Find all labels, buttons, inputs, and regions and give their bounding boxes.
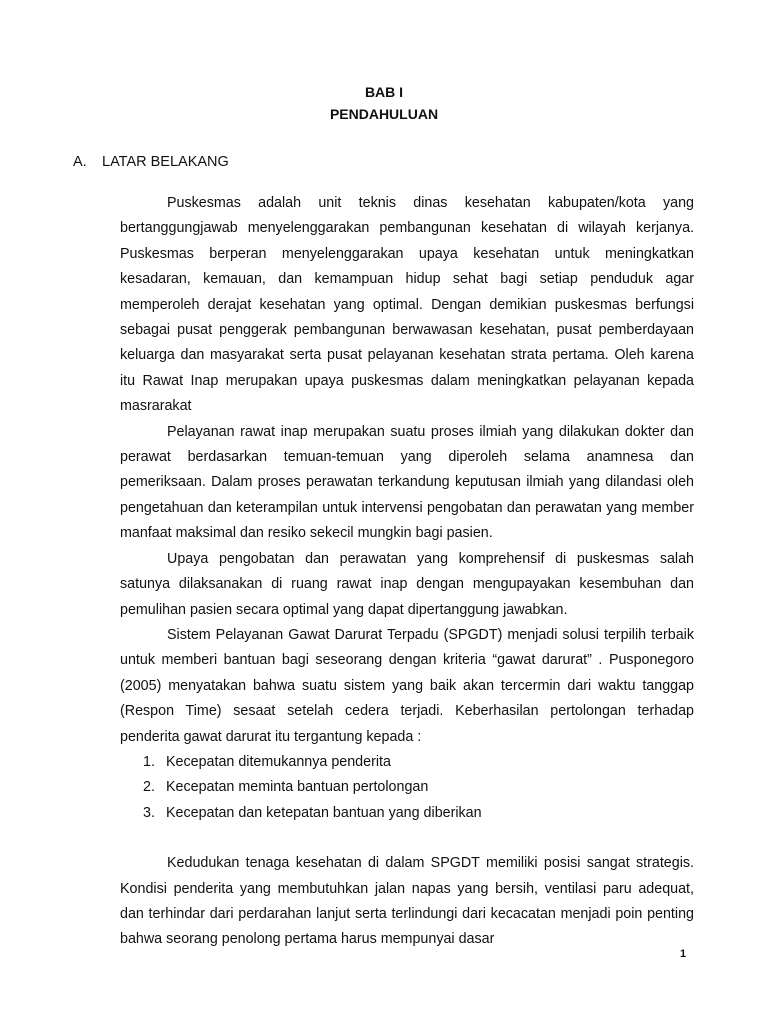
list-item (120, 801, 694, 826)
paragraph-4: Sistem Pelayanan Gawat Darurat Terpadu (SPGDT) menjadi solusi terpilih terbaik untuk memberi bantuan bagi seseorang dengan kriteria “gawat darurat” . Pusponegoro (2005) menyatakan bahwa suatu sistem yang baik akan tercermin dari waktu tanggap (Respon Time) sesaat setelah cedera terjadi. Keberhasilan pertolongan terhadap penderita gawat darurat itu tergantung kepada : (120, 626, 694, 745)
list-item-number: 3. (143, 804, 155, 821)
chapter-title: PENDAHULUAN (329, 106, 439, 122)
section-letter: A. (73, 154, 87, 170)
list-item-text: Kecepatan meminta bantuan pertolongan (166, 779, 429, 796)
paragraph-1: Puskesmas adalah unit teknis dinas kesehatan kabupaten/kota yang bertanggungjawab menyelenggarakan pembangunan kesehatan di wilayah kerjanya. Puskesmas berperan menyelenggarakan upaya kesehatan untuk meningkatkan kesadaran, kemauan, dan kemampuan hidup sehat bagi setiap penduduk agar memperoleh derajat kesehatan yang optimal. Dengan demikian puskesmas berfungsi sebagai pusat penggerak pembangunan berwawasan kesehatan, pusat pemberdayaan keluarga dan masyarakat serta pusat pelayanan kesehatan strata pertama. Oleh karena itu Rawat Inap merupakan upaya puskesmas dalam meningkatkan pelayanan kepada masrarakat (120, 195, 694, 415)
list-item-number: 2. (143, 779, 155, 796)
chapter-label: BAB I (364, 84, 404, 100)
page-number: 1 (680, 948, 687, 960)
paragraph-5: Kedudukan tenaga kesehatan di dalam SPGDT memiliki posisi sangat strategis. Kondisi penderita yang membutuhkan jalan napas yang bersih, ventilasi paru adequat, dan terhindar dari perdarahan lanjut serta terlindungi dari kecacatan menjadi poin penting bahwa seorang penolong pertama harus mempunyai dasar (120, 855, 694, 948)
paragraph-3: Upaya pengobatan dan perawatan yang komprehensif di puskesmas salah satunya dilaksanakan di ruang rawat inap dengan mengupayakan kesembuhan dan pemulihan pasien secara optimal yang dapat dipertanggung jawabkan. (120, 550, 694, 618)
paragraph-2: Pelayanan rawat inap merupakan suatu proses ilmiah yang dilakukan dokter dan perawat berdasarkan temuan-temuan yang diperoleh selama anamnesa dan pemeriksaan. Dalam proses perawatan terkandung keputusan ilmiah yang dilandasi oleh pengetahuan dan keterampilan untuk intervensi pengobatan dan perawatan yang member manfaat maksimal dan resiko sekecil mungkin bagi pasien. (120, 423, 694, 542)
section-heading (73, 154, 229, 170)
numbered-list (120, 750, 694, 826)
list-item-number: 1. (143, 753, 155, 770)
list-item-text: Kecepatan ditemukannya penderita (166, 753, 391, 770)
section-title: LATAR BELAKANG (102, 154, 229, 170)
body-text (120, 191, 694, 953)
list-item (120, 750, 694, 775)
list-item (120, 775, 694, 800)
list-item-text: Kecepatan dan ketepatan bantuan yang diberikan (166, 804, 482, 821)
